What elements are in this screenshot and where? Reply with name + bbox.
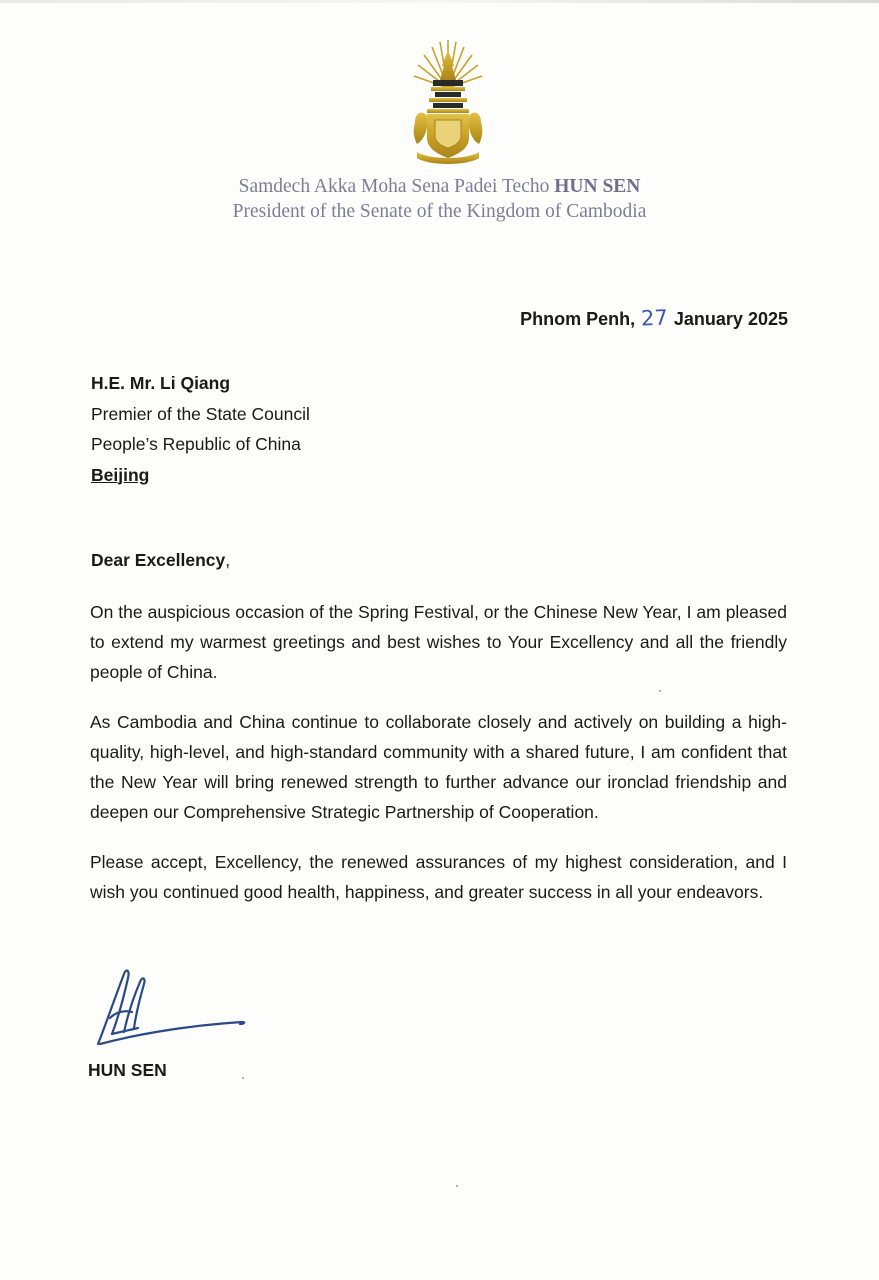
- recipient-country: People’s Republic of China: [91, 434, 301, 454]
- date-month-year: January 2025: [673, 309, 788, 329]
- sender-title: President of the Senate of the Kingdom of Cambodia: [232, 201, 647, 222]
- salutation-text: Dear Excellency: [91, 550, 226, 570]
- paper-speck: [242, 1077, 244, 1079]
- body-paragraph: On the auspicious occasion of the Spring Festival, or the Chinese New Year, I am pleased to extend my warmest greetings and best wishes to Your Excellency and all the friendly people of China.: [90, 602, 787, 682]
- recipient-name: H.E. Mr. Li Qiang: [91, 373, 231, 393]
- date-place: Phnom Penh,: [520, 309, 636, 329]
- sender-name-prefix: Samdech Akka Moha Sena Padei Techo: [238, 176, 550, 197]
- recipient-position: Premier of the State Council: [91, 403, 310, 424]
- signoff-name: HUN SEN: [88, 1060, 167, 1080]
- date-day-handwritten: 27: [640, 305, 669, 331]
- body-paragraph: As Cambodia and China continue to collaborate closely and actively on building a high-quality, high-level, and high-standard community with a shared future, I am confident that the New Year will bring renewed strength to further advance our ironclad friendship and deepen our Comprehensive Strategic Partnership of Cooperation.: [90, 712, 787, 822]
- recipient-city: Beijing: [91, 464, 150, 485]
- paper-speck: [456, 1185, 458, 1187]
- royal-emblem-icon: [409, 36, 487, 168]
- dateline: [520, 306, 788, 330]
- sender-name: [0, 176, 879, 198]
- handwritten-signature: [90, 962, 250, 1052]
- recipient-block: [91, 368, 310, 490]
- salutation-punct: ,: [225, 550, 231, 570]
- salutation: [91, 550, 230, 571]
- body-paragraph: Please accept, Excellency, the renewed assurances of my highest consideration, and I wish you continued good health, happiness, and greater success in all your endeavors.: [90, 852, 787, 902]
- sender-surname: HUN SEN: [554, 176, 641, 197]
- paper-speck: [659, 690, 661, 692]
- page-top-edge: [0, 0, 879, 3]
